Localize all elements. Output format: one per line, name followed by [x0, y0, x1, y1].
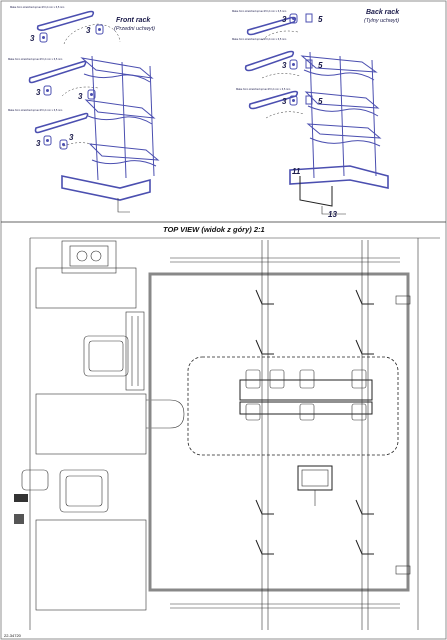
tv-rack-clamp-6	[300, 404, 314, 420]
tv-side-console	[126, 312, 144, 390]
back-callout-13: 13	[328, 210, 337, 219]
front-wire-note-2: Make from stretched sprue Ø 0,2 mm x 6,5 mm	[8, 58, 63, 61]
tv-bracket-3	[256, 340, 274, 354]
front-callout-6: 3	[69, 133, 74, 142]
back-post-left	[310, 52, 314, 178]
front-rod-piece-3	[36, 114, 88, 133]
footer-code: 22-34720	[4, 633, 21, 638]
tv-left-deck	[36, 394, 146, 454]
tv-rack-clamp-4	[352, 370, 366, 388]
front-rung-3	[90, 144, 158, 160]
front-part-3-e	[44, 136, 51, 145]
front-callout-3: 3	[36, 88, 41, 97]
tv-seat-inner	[89, 341, 123, 371]
front-part-3-a	[40, 33, 47, 42]
back-callout-5a: 5	[318, 15, 323, 24]
tv-equipment-port-2	[91, 251, 101, 261]
tv-bracket-4	[356, 340, 374, 354]
front-rung-2	[86, 100, 154, 118]
back-rung-1	[302, 56, 376, 72]
back-callout-5b: 5	[318, 61, 323, 70]
top-view-title: TOP VIEW (widok z góry) 2:1	[163, 225, 265, 234]
tv-checker-2	[14, 514, 24, 524]
tv-lower-deck	[36, 520, 146, 610]
back-rack-title: Back rack	[366, 9, 400, 16]
front-rack-title: Front rack	[116, 17, 151, 24]
front-rack-assembly	[8, 5, 158, 212]
tv-equipment-inner	[70, 246, 108, 266]
front-callout-1: 3	[30, 34, 35, 43]
tv-small-unit	[22, 470, 48, 490]
tv-bracket-2	[356, 290, 374, 304]
tv-bracket-5	[256, 500, 274, 514]
front-callout-2: 3	[86, 26, 91, 35]
tv-bracket-6	[356, 500, 374, 514]
front-wire-note-1: Make from stretched sprue Ø 0,2 mm x 6,5 mm	[10, 6, 65, 9]
tv-container	[298, 466, 332, 490]
front-rung-3b	[92, 160, 156, 166]
tv-equipment-port-1	[77, 251, 87, 261]
front-callout-5: 3	[36, 139, 41, 148]
back-rack-subtitle: (Tylny uchwyt)	[364, 18, 400, 24]
tv-seat	[84, 336, 128, 376]
tv-rack-clamp-3	[300, 370, 314, 388]
front-callout-4: 3	[78, 92, 83, 101]
front-rack-base	[62, 176, 150, 200]
back-wire-note-3: Make from stretched sprue Ø 0,2 mm x 6,5 mm	[236, 88, 291, 91]
back-dash-2	[262, 73, 300, 78]
front-rod-piece-2	[30, 62, 86, 83]
back-rung-3b	[310, 138, 380, 146]
tv-cargo-outline	[188, 357, 398, 455]
tv-rack-clamp-1	[246, 370, 260, 388]
back-rod-piece-1	[248, 18, 296, 35]
sheet-border	[1, 1, 446, 639]
tv-rack-clamp-2	[270, 370, 284, 388]
back-rung-3	[308, 124, 380, 138]
front-dash-1	[64, 24, 120, 44]
front-rod-piece-1	[38, 12, 94, 31]
tv-bracket-7	[256, 540, 274, 554]
back-callout-5c: 5	[318, 97, 323, 106]
back-callout-3b: 3	[282, 61, 287, 70]
back-wire-note-2: Make from stretched sprue Ø 0,2 mm x 6,5 mm	[232, 38, 287, 41]
tv-hatch	[146, 400, 184, 428]
back-callout-11: 11	[292, 167, 301, 176]
back-dash-3	[266, 112, 304, 118]
front-part-3-b	[96, 25, 103, 34]
tv-main-frame	[150, 274, 408, 590]
front-rack-subtitle: (Przedni uchwyt)	[114, 26, 155, 32]
front-part-3-c	[44, 86, 51, 95]
back-rack-base	[290, 166, 388, 188]
back-callout-3c: 3	[282, 97, 287, 106]
tv-checker-1	[14, 494, 28, 502]
tv-lower-seat-inner	[66, 476, 102, 506]
back-part-5-a	[306, 14, 312, 22]
tv-container-lid	[302, 470, 328, 486]
front-dash-3	[60, 143, 92, 148]
back-part-3-b	[290, 60, 297, 69]
back-base-leg	[300, 176, 332, 206]
back-wire-note-1: Make from stretched sprue Ø 0,2 mm x 6,5 mm	[232, 10, 287, 13]
tv-rack-clamp-7	[352, 404, 366, 420]
top-view-drawing	[14, 238, 440, 630]
front-post-mid	[122, 62, 126, 178]
front-wire-note-3: Make from stretched sprue Ø 0,2 mm x 6,5 mm	[8, 109, 63, 112]
back-rack-assembly	[232, 9, 400, 219]
tv-left-panel	[36, 268, 136, 308]
back-post-right	[372, 60, 376, 176]
front-rung-1b	[84, 74, 150, 82]
tv-bracket-8	[356, 540, 374, 554]
tv-rack-clamp-5	[246, 404, 260, 420]
back-callout-3a: 3	[282, 15, 287, 24]
tv-bracket-1	[256, 290, 274, 304]
